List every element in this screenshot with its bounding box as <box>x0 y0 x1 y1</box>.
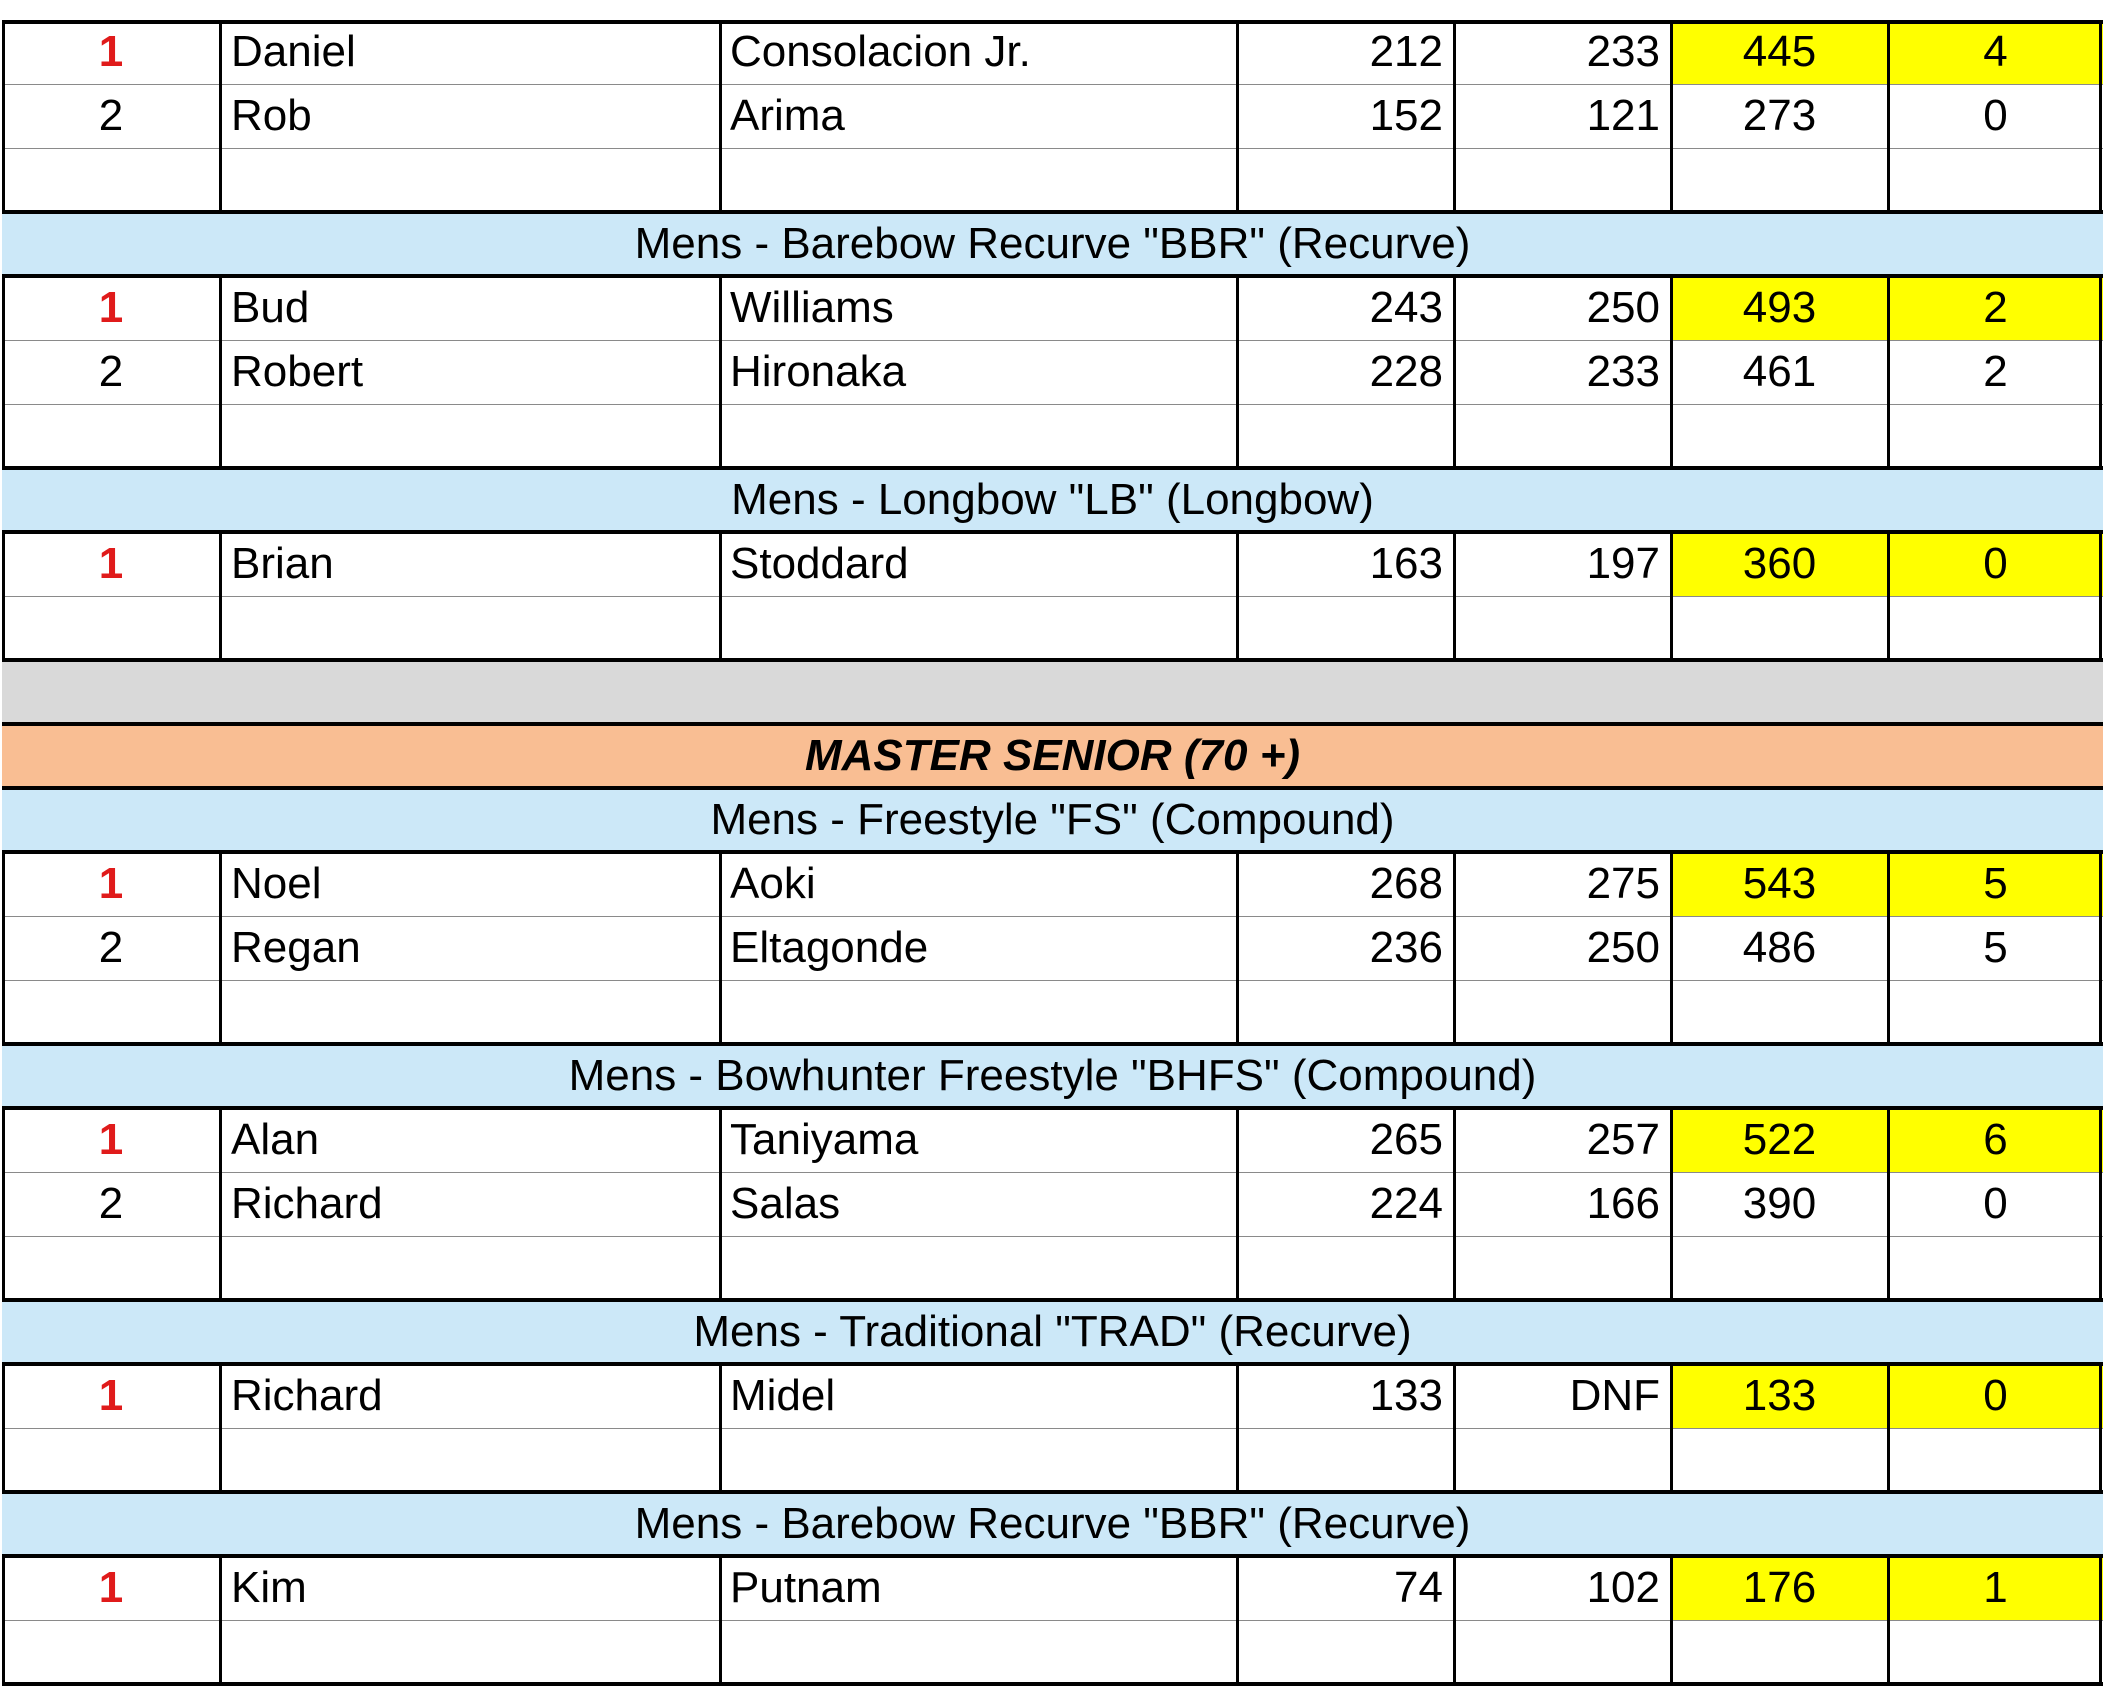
round-2-score-cell <box>1454 1620 1671 1684</box>
column-divider <box>219 1364 222 1492</box>
total-score-cell: 133 <box>1671 1364 1888 1428</box>
first-name-cell: Rob <box>231 91 312 140</box>
first-name-cell: Alan <box>231 1115 320 1164</box>
last-name-cell: Consolacion Jr. <box>730 27 1031 76</box>
column-divider <box>719 1364 722 1492</box>
table-row <box>2 1364 2103 1428</box>
total-score-cell: 390 <box>1742 1179 1817 1228</box>
rank-cell: 1 <box>98 539 124 588</box>
round-1-score-cell: 236 <box>1369 923 1443 972</box>
category-header <box>2 468 2103 532</box>
column-divider <box>2099 276 2102 468</box>
total-score-cell <box>1671 1236 1888 1300</box>
x-count-cell <box>1888 596 2103 660</box>
rank-cell <box>2 1620 220 1684</box>
column-divider <box>1236 532 1239 660</box>
rank-cell: 2 <box>98 347 124 396</box>
table-row <box>2 1236 2103 1300</box>
last-name-cell: Williams <box>730 283 894 332</box>
section-border <box>2 1106 2103 1110</box>
x-count-cell: 6 <box>1888 1108 2103 1172</box>
total-score-cell: 360 <box>1671 532 1888 596</box>
section-border <box>2 1042 2103 1046</box>
last-name-cell: Eltagonde <box>730 923 929 972</box>
column-divider <box>719 532 722 660</box>
first-name-cell <box>220 1620 720 1684</box>
column-divider <box>1453 20 1456 212</box>
rank-cell: 1 <box>98 1115 124 1164</box>
x-count-cell <box>1888 148 2103 212</box>
column-divider <box>1453 1556 1456 1684</box>
column-divider <box>219 1108 222 1300</box>
x-count-cell <box>1888 1236 2103 1300</box>
section-border <box>2 1490 2103 1494</box>
column-divider <box>1670 276 1673 468</box>
section-border <box>2 274 2103 278</box>
table-row <box>2 852 2103 916</box>
first-name-cell <box>220 404 720 468</box>
round-2-score-cell: 233 <box>1586 347 1660 396</box>
column-divider <box>219 1556 222 1684</box>
round-2-score-cell: DNF <box>1569 1371 1660 1420</box>
table-row <box>2 276 2103 340</box>
section-border <box>2 466 2103 470</box>
x-count-cell: 0 <box>1983 1179 2008 1228</box>
table-row <box>2 1108 2103 1172</box>
table-row <box>2 404 2103 468</box>
round-2-score-cell: 121 <box>1586 91 1660 140</box>
category-header-title: Mens - Freestyle "FS" (Compound) <box>710 795 1395 844</box>
total-score-cell: 273 <box>1742 91 1817 140</box>
table-row <box>2 596 2103 660</box>
column-divider <box>719 1556 722 1684</box>
column-divider <box>1236 276 1239 468</box>
table-row <box>2 916 2103 980</box>
row-divider <box>2 1236 2103 1237</box>
last-name-cell: Salas <box>730 1179 841 1228</box>
total-score-cell <box>1671 1620 1888 1684</box>
round-2-score-cell: 250 <box>1586 923 1660 972</box>
x-count-cell: 5 <box>1983 923 2008 972</box>
total-score-cell <box>1671 404 1888 468</box>
round-2-score-cell: 197 <box>1586 539 1660 588</box>
round-1-score-cell: 265 <box>1369 1115 1443 1164</box>
results-sheet <box>2 20 2103 1702</box>
section-border <box>2 210 2103 214</box>
total-score-cell: 543 <box>1671 852 1888 916</box>
row-divider <box>2 404 2103 405</box>
section-border <box>2 658 2103 662</box>
category-header-title: Mens - Barebow Recurve "BBR" (Recurve) <box>634 1499 1471 1548</box>
row-divider <box>2 980 2103 981</box>
column-divider <box>1670 852 1673 1044</box>
section-border <box>2 530 2103 534</box>
round-1-score-cell: 74 <box>1394 1563 1443 1612</box>
table-row <box>2 84 2103 148</box>
table-row <box>2 340 2103 404</box>
first-name-cell: Daniel <box>231 27 356 76</box>
table-row <box>2 532 2103 596</box>
row-divider <box>2 1620 2103 1621</box>
last-name-cell <box>720 1428 1237 1492</box>
round-1-score-cell: 152 <box>1369 91 1443 140</box>
x-count-cell: 2 <box>1888 276 2103 340</box>
category-header-title: Mens - Barebow Recurve "BBR" (Recurve) <box>634 219 1471 268</box>
column-divider <box>1670 1108 1673 1300</box>
table-row <box>2 980 2103 1044</box>
column-divider <box>719 852 722 1044</box>
column-divider <box>219 20 222 212</box>
column-divider <box>219 852 222 1044</box>
last-name-cell <box>720 1236 1237 1300</box>
total-score-cell <box>1671 148 1888 212</box>
total-score-cell: 461 <box>1742 347 1817 396</box>
round-2-score-cell: 102 <box>1586 1563 1660 1612</box>
round-2-score-cell <box>1454 1236 1671 1300</box>
column-divider <box>1453 532 1456 660</box>
x-count-cell: 0 <box>1888 1364 2103 1428</box>
column-divider <box>1670 1364 1673 1492</box>
rank-cell <box>2 596 220 660</box>
column-divider <box>2099 1108 2102 1300</box>
row-divider <box>2 340 2103 341</box>
round-1-score-cell: 224 <box>1369 1179 1443 1228</box>
total-score-cell: 486 <box>1742 923 1817 972</box>
first-name-cell <box>220 1428 720 1492</box>
round-2-score-cell: 166 <box>1586 1179 1660 1228</box>
column-divider <box>1453 276 1456 468</box>
round-1-score-cell <box>1237 1236 1454 1300</box>
division-header-title: MASTER SENIOR (70 +) <box>804 731 1301 780</box>
column-divider <box>2 276 5 468</box>
x-count-cell <box>1888 404 2103 468</box>
round-1-score-cell <box>1237 1428 1454 1492</box>
first-name-cell: Bud <box>231 283 310 332</box>
category-header-title: Mens - Longbow "LB" (Longbow) <box>731 475 1374 524</box>
round-1-score-cell <box>1237 148 1454 212</box>
first-name-cell: Regan <box>231 923 361 972</box>
category-header <box>2 1492 2103 1556</box>
x-count-cell: 4 <box>1888 20 2103 84</box>
table-row <box>2 1556 2103 1620</box>
round-2-score-cell: 233 <box>1586 27 1660 76</box>
last-name-cell: Taniyama <box>730 1115 919 1164</box>
rank-cell: 1 <box>98 283 124 332</box>
round-2-score-cell <box>1454 596 1671 660</box>
rank-cell <box>2 980 220 1044</box>
column-divider <box>2 532 5 660</box>
first-name-cell <box>220 596 720 660</box>
column-divider <box>1453 1108 1456 1300</box>
section-border <box>2 20 2103 24</box>
round-2-score-cell: 275 <box>1586 859 1660 908</box>
column-divider <box>1887 20 1890 212</box>
column-divider <box>2 1108 5 1300</box>
total-score-cell: 445 <box>1671 20 1888 84</box>
category-header <box>2 212 2103 276</box>
x-count-cell <box>1888 1428 2103 1492</box>
section-border <box>2 850 2103 854</box>
last-name-cell: Arima <box>730 91 845 140</box>
first-name-cell <box>220 1236 720 1300</box>
last-name-cell: Putnam <box>730 1563 882 1612</box>
row-divider <box>2 1172 2103 1173</box>
column-divider <box>2 1556 5 1684</box>
category-header <box>2 788 2103 852</box>
last-name-cell: Midel <box>730 1371 836 1420</box>
last-name-cell <box>720 980 1237 1044</box>
category-header <box>2 1044 2103 1108</box>
column-divider <box>219 532 222 660</box>
x-count-cell: 5 <box>1888 852 2103 916</box>
first-name-cell: Robert <box>231 347 364 396</box>
first-name-cell: Noel <box>231 859 322 908</box>
section-spacer <box>2 660 2103 724</box>
column-divider <box>1887 276 1890 468</box>
row-divider <box>2 916 2103 917</box>
section-border <box>2 786 2103 790</box>
x-count-cell <box>1888 1620 2103 1684</box>
x-count-cell: 0 <box>1983 91 2008 140</box>
first-name-cell <box>220 980 720 1044</box>
round-1-score-cell: 228 <box>1369 347 1443 396</box>
column-divider <box>1453 852 1456 1044</box>
rank-cell <box>2 1236 220 1300</box>
column-divider <box>1887 852 1890 1044</box>
round-2-score-cell <box>1454 148 1671 212</box>
row-divider <box>2 596 2103 597</box>
column-divider <box>1453 1364 1456 1492</box>
total-score-cell <box>1671 596 1888 660</box>
section-border <box>2 722 2103 726</box>
total-score-cell <box>1671 980 1888 1044</box>
last-name-cell <box>720 1620 1237 1684</box>
table-row <box>2 1428 2103 1492</box>
round-2-score-cell: 250 <box>1586 283 1660 332</box>
division-header <box>2 724 2103 788</box>
column-divider <box>2 20 5 212</box>
column-divider <box>2099 852 2102 1044</box>
column-divider <box>219 276 222 468</box>
column-divider <box>1236 1556 1239 1684</box>
column-divider <box>1236 1108 1239 1300</box>
rank-cell: 2 <box>98 923 124 972</box>
column-divider <box>1236 1364 1239 1492</box>
round-1-score-cell <box>1237 404 1454 468</box>
column-divider <box>2 1364 5 1492</box>
column-divider <box>1887 1556 1890 1684</box>
round-1-score-cell <box>1237 1620 1454 1684</box>
last-name-cell: Stoddard <box>730 539 909 588</box>
rank-cell <box>2 404 220 468</box>
column-divider <box>1887 1108 1890 1300</box>
table-row <box>2 20 2103 84</box>
rank-cell <box>2 1428 220 1492</box>
last-name-cell <box>720 596 1237 660</box>
x-count-cell: 2 <box>1983 347 2008 396</box>
column-divider <box>719 1108 722 1300</box>
total-score-cell: 493 <box>1671 276 1888 340</box>
column-divider <box>2099 20 2102 212</box>
category-header-title: Mens - Bowhunter Freestyle "BHFS" (Compound) <box>568 1051 1537 1100</box>
total-score-cell: 522 <box>1671 1108 1888 1172</box>
first-name-cell: Kim <box>231 1563 307 1612</box>
row-divider <box>2 84 2103 85</box>
table-row <box>2 1172 2103 1236</box>
round-2-score-cell: 257 <box>1586 1115 1660 1164</box>
rank-cell: 2 <box>98 1179 124 1228</box>
last-name-cell <box>720 404 1237 468</box>
x-count-cell: 1 <box>1888 1556 2103 1620</box>
section-border <box>2 1298 2103 1302</box>
column-divider <box>1236 852 1239 1044</box>
total-score-cell: 176 <box>1671 1556 1888 1620</box>
category-header <box>2 1300 2103 1364</box>
column-divider <box>1887 532 1890 660</box>
total-score-cell <box>1671 1428 1888 1492</box>
table-row <box>2 1620 2103 1684</box>
round-1-score-cell: 133 <box>1369 1371 1443 1420</box>
first-name-cell: Brian <box>231 539 334 588</box>
column-divider <box>2099 532 2102 660</box>
rank-cell: 1 <box>98 1563 124 1612</box>
x-count-cell <box>1888 980 2103 1044</box>
last-name-cell: Aoki <box>730 859 816 908</box>
category-header-title: Mens - Traditional "TRAD" (Recurve) <box>693 1307 1412 1356</box>
column-divider <box>2 852 5 1044</box>
column-divider <box>1887 1364 1890 1492</box>
column-divider <box>2099 1364 2102 1492</box>
column-divider <box>1670 20 1673 212</box>
first-name-cell: Richard <box>231 1371 383 1420</box>
table-row <box>2 148 2103 212</box>
section-border <box>2 1682 2103 1686</box>
rank-cell: 1 <box>98 1371 124 1420</box>
column-divider <box>2099 1556 2102 1684</box>
rank-cell <box>2 148 220 212</box>
column-divider <box>1670 1556 1673 1684</box>
column-divider <box>1670 532 1673 660</box>
round-1-score-cell <box>1237 596 1454 660</box>
round-1-score-cell: 268 <box>1369 859 1443 908</box>
first-name-cell <box>220 148 720 212</box>
rank-cell: 2 <box>98 91 124 140</box>
round-1-score-cell: 163 <box>1369 539 1443 588</box>
rank-cell: 1 <box>98 859 124 908</box>
round-2-score-cell <box>1454 404 1671 468</box>
round-1-score-cell <box>1237 980 1454 1044</box>
row-divider <box>2 1428 2103 1429</box>
rank-cell: 1 <box>98 27 124 76</box>
round-2-score-cell <box>1454 1428 1671 1492</box>
column-divider <box>719 20 722 212</box>
round-1-score-cell: 243 <box>1369 283 1443 332</box>
first-name-cell: Richard <box>231 1179 383 1228</box>
last-name-cell: Hironaka <box>730 347 907 396</box>
round-1-score-cell: 212 <box>1369 27 1443 76</box>
round-2-score-cell <box>1454 980 1671 1044</box>
last-name-cell <box>720 148 1237 212</box>
section-border <box>2 1362 2103 1366</box>
column-divider <box>1236 20 1239 212</box>
row-divider <box>2 148 2103 149</box>
section-border <box>2 1554 2103 1558</box>
x-count-cell: 0 <box>1888 532 2103 596</box>
column-divider <box>719 276 722 468</box>
